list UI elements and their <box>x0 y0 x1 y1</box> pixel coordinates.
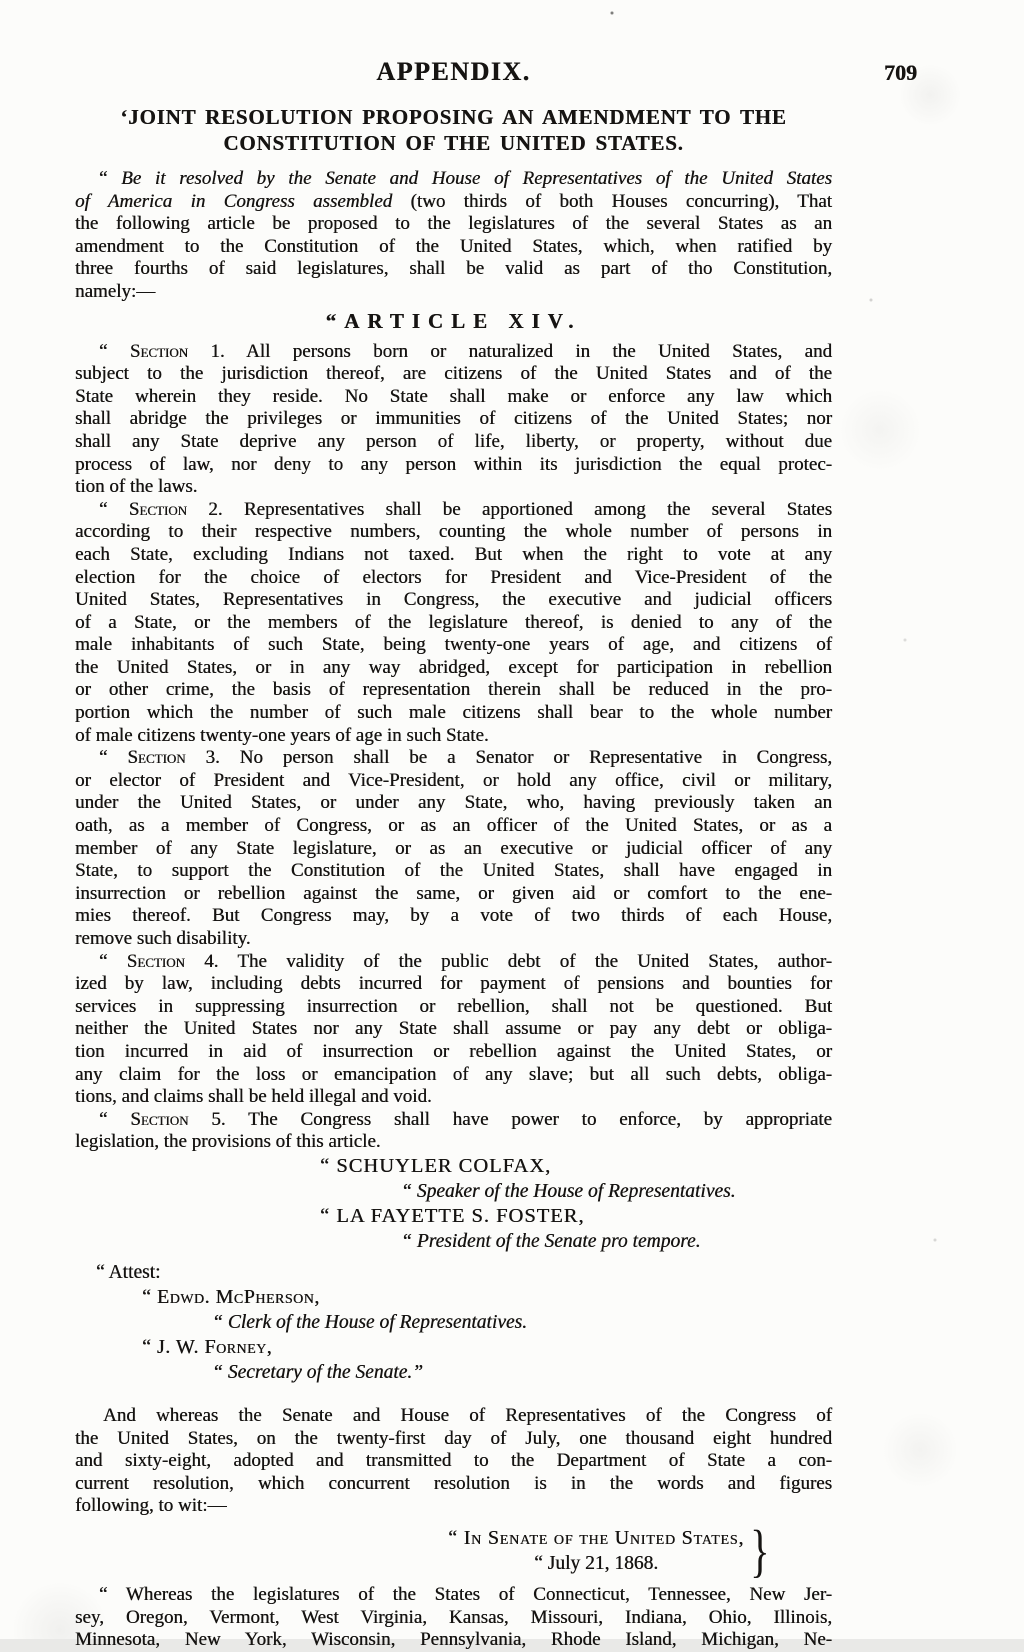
whereas-line: current resolution, which concurrent resolution is in the words and figures <box>75 1472 832 1494</box>
article-heading: “ARTICLE XIV. <box>325 308 582 333</box>
section-1-line: State wherein they reside. No State shall make or enforce any law which <box>75 385 832 407</box>
preamble <box>75 168 832 304</box>
attest <box>75 1260 832 1385</box>
whereas-line: following, to wit:— <box>75 1495 227 1517</box>
section-3-line: under the United States, or under any State, who, having previously taken an <box>75 792 832 814</box>
brace-glyph: } <box>750 1517 770 1583</box>
closing <box>75 1584 832 1652</box>
closing-line: sey, Oregon, Vermont, West Virginia, Kansas, Missouri, Indiana, Ohio, Illinois, <box>75 1606 832 1628</box>
document-title <box>75 104 832 156</box>
section-5-line: legislation, the provisions of this article. <box>75 1131 381 1153</box>
attest-name: “ J. W. Forney, <box>142 1335 273 1358</box>
preamble-line: namely:— <box>75 280 156 302</box>
section-1-line: shall abridge the privileges or immunities of citizens of the United States; nor <box>75 408 832 430</box>
signatures <box>75 1154 832 1254</box>
section-4-line: neither the United States nor any State shall assume or pay any debt or obliga- <box>75 1018 832 1040</box>
section-4 <box>75 951 832 1109</box>
section-4-line: tion incurred in aid of insurrection or rebellion against the United States, or <box>75 1040 832 1062</box>
section-1-line: shall any State deprive any person of life, liberty, or property, without due <box>75 430 832 452</box>
senate-heading <box>75 1517 832 1583</box>
attest-name: “ Edwd. McPherson, <box>142 1285 320 1308</box>
section-5 <box>75 1109 832 1154</box>
preamble-line: “ Be it resolved by the Senate and House of Representatives of the United States <box>99 168 832 189</box>
section-4-line: ized by law, including debts incurred for payment of pensions and bounties for <box>75 973 832 995</box>
section-1-line: process of law, nor deny to any person within its jurisdiction the equal protec- <box>75 453 832 475</box>
document-body <box>75 168 832 1652</box>
whereas-line: and sixty-eight, adopted and transmitted to the Department of State a con- <box>75 1450 832 1472</box>
document-content <box>75 98 832 1652</box>
section-4-line: tions, and claims shall be held illegal and void. <box>75 1086 432 1108</box>
section-2 <box>75 499 832 748</box>
preamble-line: amendment to the Constitution of the United States, which, when ratified by <box>75 235 832 257</box>
section-2-line: of a State, or the members of the legislature thereof, is denied to any of the <box>75 611 832 633</box>
sig-name: “ SCHUYLER COLFAX, <box>320 1154 552 1177</box>
section-5-line: “ Section 5. The Congress shall have power to enforce, by appropriate <box>99 1108 832 1130</box>
section-4-line: “ Section 4. The validity of the public debt of the United States, author- <box>99 950 833 972</box>
section-2-line: or other crime, the basis of representation therein shall be reduced in the pro- <box>75 679 832 701</box>
sig-name: “ LA FAYETTE S. FOSTER, <box>320 1204 585 1227</box>
senate-date-line: “ July 21, 1868. <box>534 1552 659 1574</box>
section-1 <box>75 341 832 499</box>
running-head: APPENDIX. <box>376 57 531 86</box>
preamble-line: the following article be proposed to the legislatures of the several States as an <box>75 213 832 235</box>
section-4-line: any claim for the loss or emancipation of any slave; but all such debts, obliga- <box>75 1063 832 1085</box>
section-2-line: “ Section 2. Representatives shall be apportioned among the several States <box>99 498 832 520</box>
page-number: 709 <box>884 60 917 85</box>
document-title-line2: CONSTITUTION OF THE UNITED STATES. <box>223 131 684 155</box>
section-2-line: the United States, or in any way abridged, except for participation in rebellion <box>75 656 832 678</box>
document-title-line1: ‘JOINT RESOLUTION PROPOSING AN AMENDMENT TO THE <box>120 105 787 129</box>
senate-lines <box>448 1526 744 1576</box>
section-3-line: insurrection or rebellion against the same, or given aid or comfort to the ene- <box>75 882 832 904</box>
section-4-line: services in suppressing insurrection or rebellion, shall not be questioned. But <box>75 995 832 1017</box>
section-3-line: or elector of President and Vice-President, or hold any office, civil or military, <box>75 769 832 791</box>
section-3-line: member of any State legislature, or as an executive or judicial officer of any <box>75 837 832 859</box>
attest-label: “ Attest: <box>96 1261 161 1283</box>
section-1-line: “ Section 1. All persons born or naturalized in the United States, and <box>99 340 832 362</box>
sig-title: “ President of the Senate pro tempore. <box>401 1230 701 1252</box>
preamble-line: of America in Congress assembled (two thirds of both Houses concurring), That <box>75 190 832 212</box>
section-2-line: male inhabitants of such State, being twenty-one years of age, and citizens of <box>75 634 832 656</box>
preamble-line: three fourths of said legislatures, shall be valid as part of tho Constitution, <box>75 258 832 280</box>
closing-line: “ Whereas the legislatures of the States of Connecticut, Tennessee, New Jer- <box>99 1583 832 1605</box>
section-2-line: of male citizens twenty-one years of age in such State. <box>75 724 489 746</box>
whereas-line: the United States, on the twenty-first day of July, one thousand eight hundred <box>75 1427 832 1449</box>
section-2-line: portion which the number of such male citizens shall bear to the whole number <box>75 702 832 724</box>
whereas-line: And whereas the Senate and House of Representatives of the Congress of <box>103 1404 832 1426</box>
attest-title: “ Clerk of the House of Representatives. <box>212 1311 528 1333</box>
attest-title: “ Secretary of the Senate.” <box>212 1361 424 1383</box>
section-2-line: according to their respective numbers, counting the whole number of persons in <box>75 521 832 543</box>
sig-title: “ Speaker of the House of Representatives. <box>401 1180 736 1202</box>
section-1-line: tion of the laws. <box>75 476 198 498</box>
whereas <box>75 1405 832 1518</box>
section-3-line: oath, as a member of Congress, or as an officer of the United States, or as a <box>75 815 832 837</box>
section-3 <box>75 747 832 950</box>
section-2-line: each State, excluding Indians not taxed. But when the right to vote at any <box>75 543 832 565</box>
section-3-line: State, to support the Constitution of the United States, shall have engaged in <box>75 860 832 882</box>
section-3-line: “ Section 3. No person shall be a Senator or Representative in Congress, <box>99 747 833 769</box>
section-2-line: election for the choice of electors for President and Vice-President of the <box>75 566 832 588</box>
section-3-line: mies thereof. But Congress may, by a vote of two thirds of each House, <box>75 905 832 927</box>
senate-heading-line: “ In Senate of the United States, <box>448 1526 745 1549</box>
section-1-line: subject to the jurisdiction thereof, are citizens of the United States and of the <box>75 363 832 385</box>
section-3-line: remove such disability. <box>75 928 251 949</box>
closing-line: Minnesota, New York, Wisconsin, Pennsylvania, Rhode Island, Michigan, Ne- <box>75 1629 832 1651</box>
section-2-line: United States, Representatives in Congress, the executive and judicial officers <box>75 589 832 611</box>
